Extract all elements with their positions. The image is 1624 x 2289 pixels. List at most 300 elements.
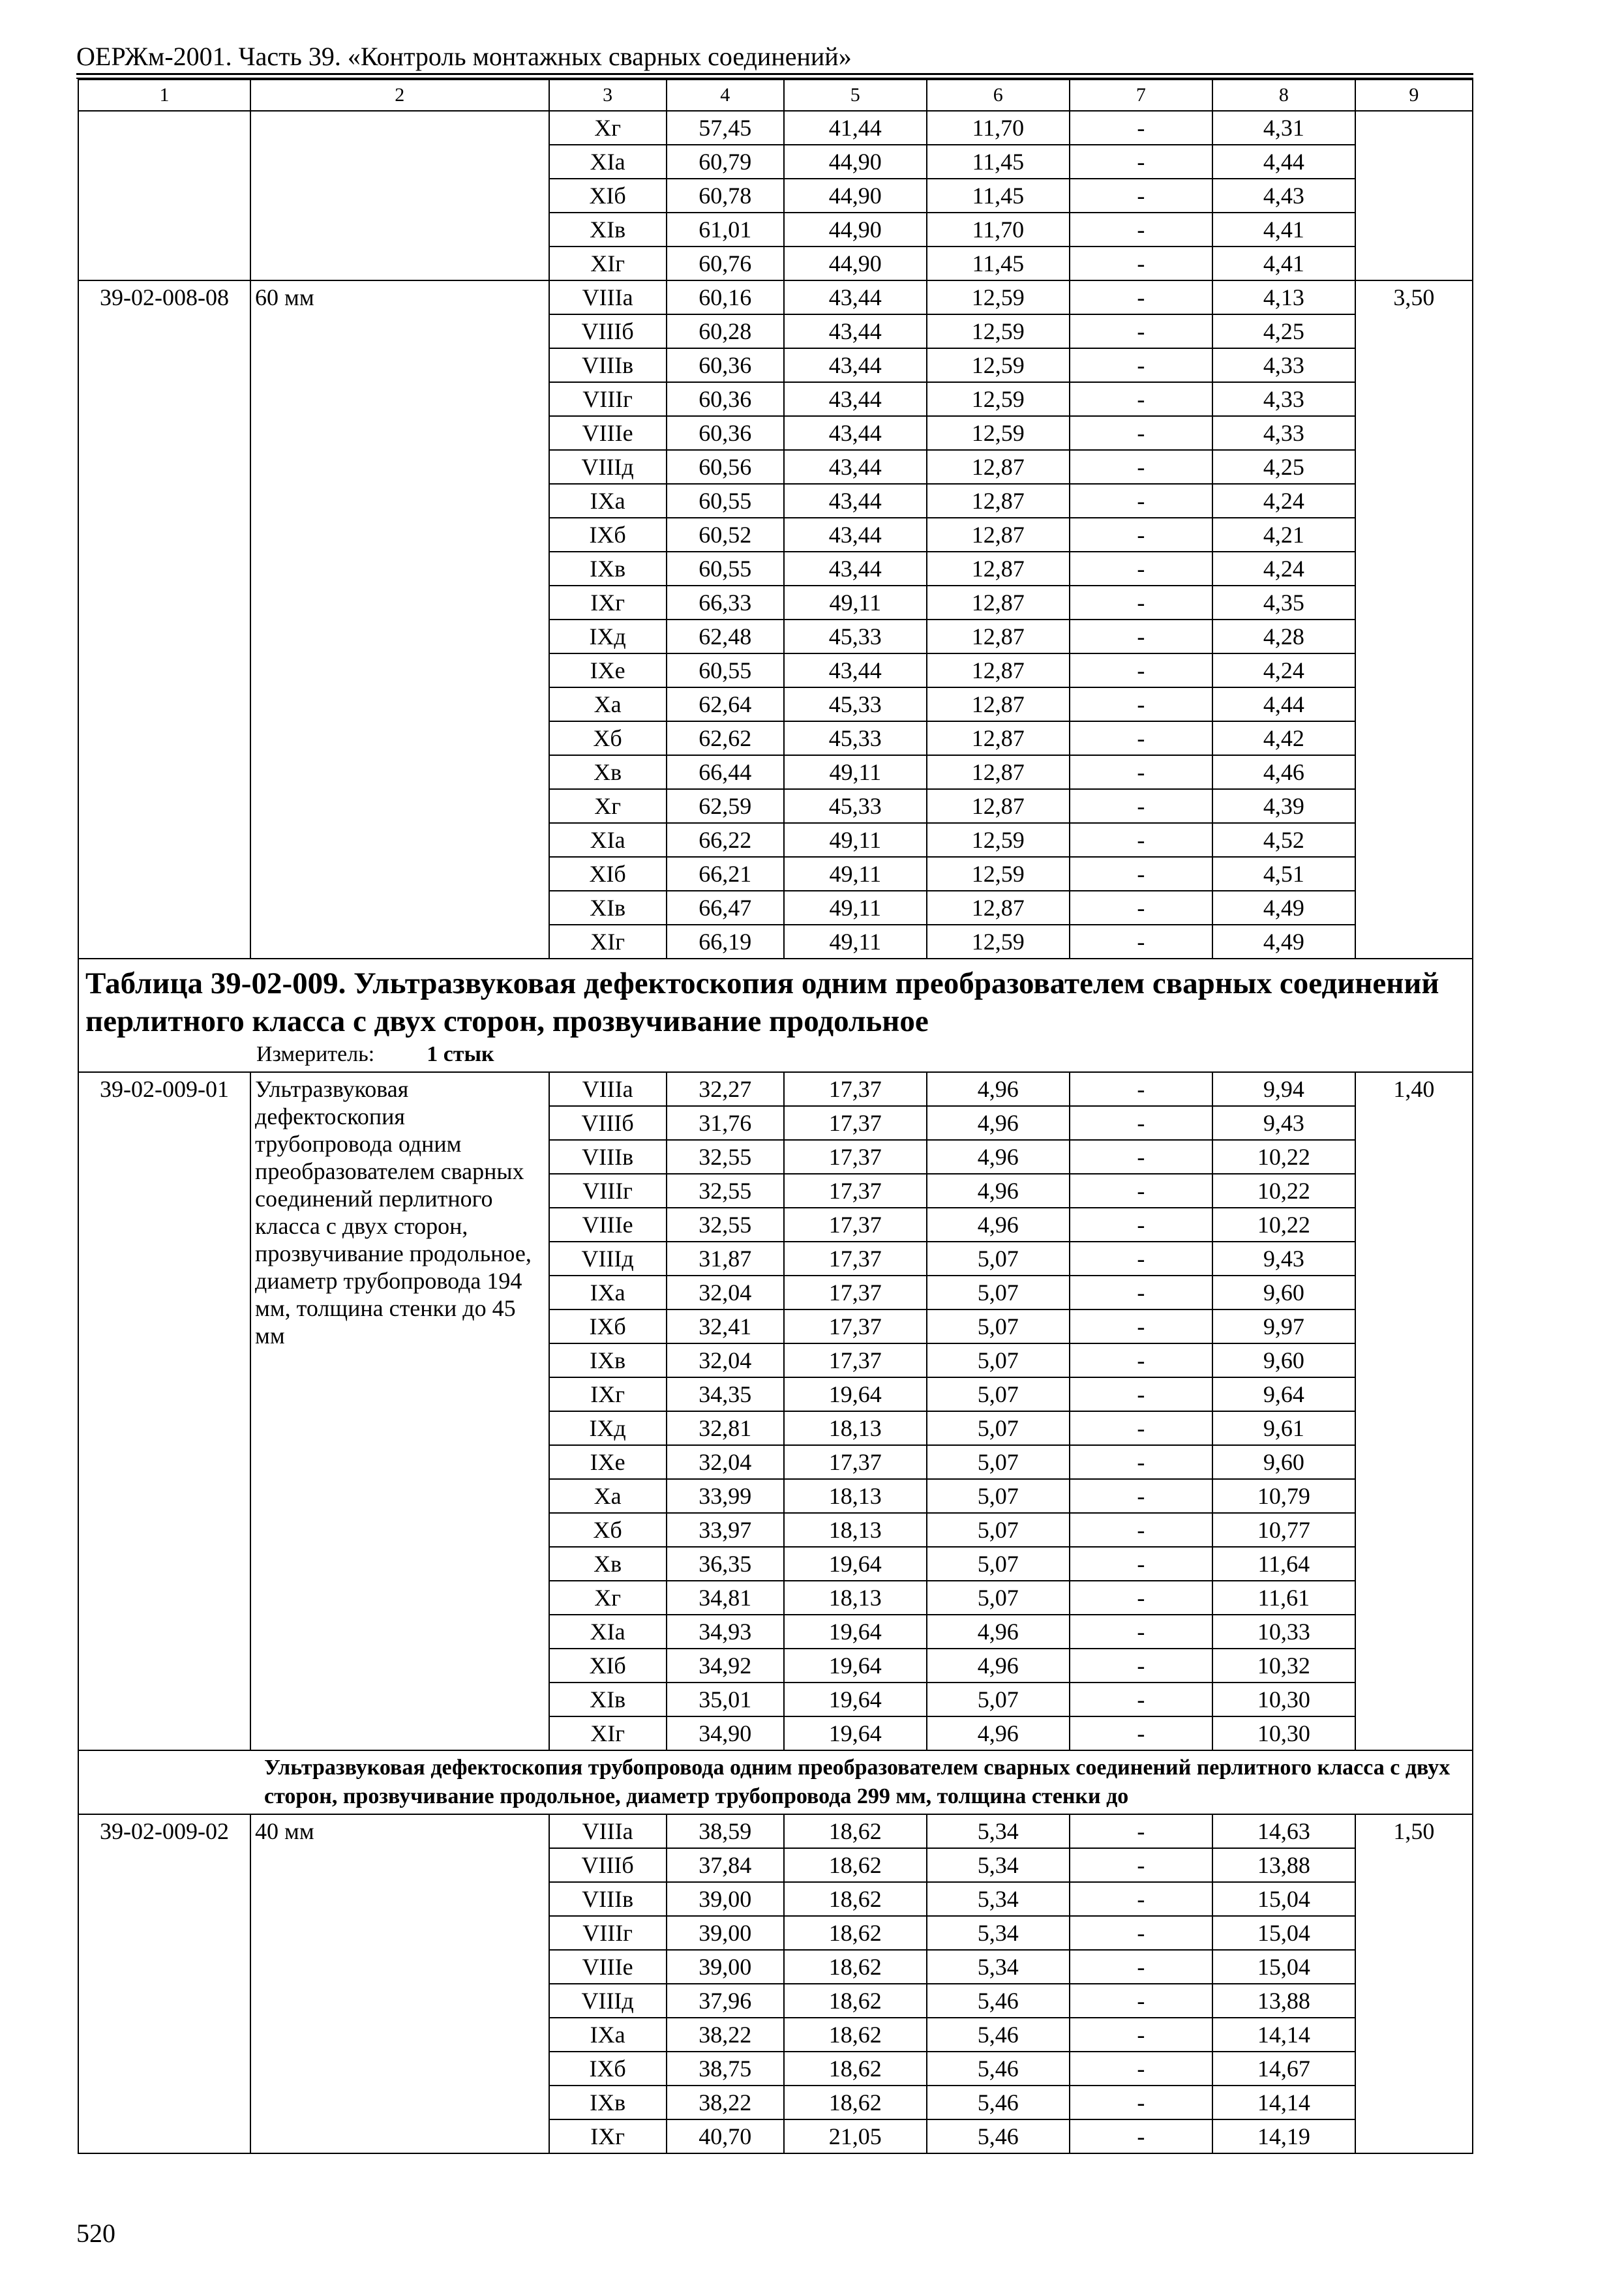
materials-cell: - xyxy=(1070,552,1212,586)
zone-cell: IXе xyxy=(549,653,667,687)
cost-cell: 62,64 xyxy=(667,687,784,721)
labor-cell: 43,44 xyxy=(784,552,927,586)
labor-cell: 43,44 xyxy=(784,518,927,552)
salary-cell: 4,21 xyxy=(1212,518,1355,552)
labor-cell: 17,37 xyxy=(784,1343,927,1377)
cost-cell: 32,81 xyxy=(667,1411,784,1445)
machine-cell: 11,45 xyxy=(927,179,1070,213)
machine-cell: 11,45 xyxy=(927,145,1070,179)
machine-cell: 12,59 xyxy=(927,382,1070,416)
header-rule xyxy=(76,73,1473,75)
machine-cell: 11,70 xyxy=(927,213,1070,247)
machine-cell: 4,96 xyxy=(927,1208,1070,1242)
zone-cell: XIв xyxy=(549,891,667,925)
machine-cell: 5,46 xyxy=(927,1984,1070,2018)
cost-cell: 60,28 xyxy=(667,314,784,348)
zone-cell: VIIIв xyxy=(549,1882,667,1916)
salary-cell: 4,39 xyxy=(1212,789,1355,823)
salary-cell: 4,49 xyxy=(1212,925,1355,959)
meter-row xyxy=(85,1040,1466,1071)
labor-cell: 17,37 xyxy=(784,1140,927,1174)
materials-cell: - xyxy=(1070,1581,1212,1615)
materials-cell: - xyxy=(1070,1916,1212,1950)
machine-cell: 4,96 xyxy=(927,1072,1070,1106)
cost-cell: 60,76 xyxy=(667,247,784,280)
salary-cell: 10,33 xyxy=(1212,1615,1355,1649)
zone-cell: XIа xyxy=(549,145,667,179)
salary-cell: 10,32 xyxy=(1212,1649,1355,1683)
cost-cell: 37,84 xyxy=(667,1848,784,1882)
materials-cell: - xyxy=(1070,1242,1212,1276)
machine-cell: 5,07 xyxy=(927,1683,1070,1716)
salary-cell: 9,94 xyxy=(1212,1072,1355,1106)
labor-cell: 17,37 xyxy=(784,1309,927,1343)
zone-cell: XIа xyxy=(549,1615,667,1649)
machine-cell: 12,87 xyxy=(927,586,1070,620)
rate-description: Ультразвуковая дефектоскопия трубопровода одним преобразователем сварных соединений перлитного класса с двух сторон, прозвучивание продольное, диаметр трубопровода 194 мм, толщина стенки до 45 мм xyxy=(250,1072,549,1750)
salary-cell: 14,14 xyxy=(1212,2018,1355,2052)
materials-cell: - xyxy=(1070,1716,1212,1750)
cost-cell: 34,35 xyxy=(667,1377,784,1411)
labor-cell: 44,90 xyxy=(784,213,927,247)
zone-cell: XIб xyxy=(549,1649,667,1683)
cost-cell: 40,70 xyxy=(667,2119,784,2153)
machine-cell: 12,87 xyxy=(927,721,1070,755)
machine-cell: 5,46 xyxy=(927,2052,1070,2086)
cost-cell: 39,00 xyxy=(667,1950,784,1984)
zone-cell: VIIIа xyxy=(549,280,667,314)
salary-cell: 4,33 xyxy=(1212,348,1355,382)
labor-cell: 49,11 xyxy=(784,925,927,959)
cost-cell: 32,55 xyxy=(667,1174,784,1208)
materials-cell: - xyxy=(1070,857,1212,891)
machine-cell: 5,34 xyxy=(927,1848,1070,1882)
labor-cell: 49,11 xyxy=(784,857,927,891)
page-header: ОЕРЖм-2001. Часть 39. «Контроль монтажных сварных соединений» xyxy=(76,42,852,71)
machine-cell: 5,07 xyxy=(927,1276,1070,1309)
materials-cell: - xyxy=(1070,1479,1212,1513)
salary-cell: 4,44 xyxy=(1212,687,1355,721)
machine-cell: 5,34 xyxy=(927,1916,1070,1950)
zone-cell: VIIIе xyxy=(549,416,667,450)
labor-cell: 17,37 xyxy=(784,1276,927,1309)
materials-cell: - xyxy=(1070,789,1212,823)
materials-cell: - xyxy=(1070,891,1212,925)
zone-cell: IXв xyxy=(549,552,667,586)
zone-cell: Xг xyxy=(549,111,667,145)
salary-cell: 4,46 xyxy=(1212,755,1355,789)
salary-cell: 15,04 xyxy=(1212,1882,1355,1916)
labor-cell: 18,62 xyxy=(784,1882,927,1916)
cost-cell: 31,76 xyxy=(667,1106,784,1140)
machine-cell: 5,46 xyxy=(927,2018,1070,2052)
machine-cell: 5,07 xyxy=(927,1242,1070,1276)
rate-description xyxy=(250,111,549,280)
labor-cell: 49,11 xyxy=(784,586,927,620)
salary-cell: 4,28 xyxy=(1212,620,1355,653)
machine-cell: 5,46 xyxy=(927,2119,1070,2153)
table-row xyxy=(78,1814,1473,1848)
labor-cell: 19,64 xyxy=(784,1649,927,1683)
column-number: 9 xyxy=(1355,80,1473,111)
zone-cell: IXд xyxy=(549,620,667,653)
subheading-cell xyxy=(78,1750,1473,1814)
materials-cell: - xyxy=(1070,1377,1212,1411)
labor-cell: 18,62 xyxy=(784,1950,927,1984)
labor-cell: 44,90 xyxy=(784,179,927,213)
salary-cell: 4,25 xyxy=(1212,314,1355,348)
zone-cell: XIа xyxy=(549,823,667,857)
materials-cell: - xyxy=(1070,1072,1212,1106)
cost-cell: 33,97 xyxy=(667,1513,784,1547)
machine-cell: 12,59 xyxy=(927,823,1070,857)
materials-cell: - xyxy=(1070,2086,1212,2119)
labor-cell: 19,64 xyxy=(784,1547,927,1581)
materials-cell: - xyxy=(1070,2052,1212,2086)
salary-cell: 14,14 xyxy=(1212,2086,1355,2119)
machine-cell: 4,96 xyxy=(927,1140,1070,1174)
table-row xyxy=(78,280,1473,314)
materials-cell: - xyxy=(1070,586,1212,620)
labor-cell: 17,37 xyxy=(784,1072,927,1106)
zone-cell: IXд xyxy=(549,1411,667,1445)
zone-cell: IXб xyxy=(549,2052,667,2086)
cost-cell: 60,55 xyxy=(667,484,784,518)
materials-cell: - xyxy=(1070,2018,1212,2052)
cost-cell: 57,45 xyxy=(667,111,784,145)
salary-cell: 10,22 xyxy=(1212,1208,1355,1242)
zone-cell: IXе xyxy=(549,1445,667,1479)
zone-cell: XIг xyxy=(549,925,667,959)
materials-cell: - xyxy=(1070,1547,1212,1581)
column-number: 4 xyxy=(667,80,784,111)
materials-cell: - xyxy=(1070,416,1212,450)
labor-cell: 43,44 xyxy=(784,484,927,518)
salary-cell: 9,60 xyxy=(1212,1445,1355,1479)
salary-cell: 11,61 xyxy=(1212,1581,1355,1615)
salary-cell: 9,97 xyxy=(1212,1309,1355,1343)
salary-cell: 10,30 xyxy=(1212,1683,1355,1716)
salary-cell: 13,88 xyxy=(1212,1984,1355,2018)
machine-cell: 5,07 xyxy=(927,1309,1070,1343)
salary-cell: 10,22 xyxy=(1212,1174,1355,1208)
labor-cell: 18,62 xyxy=(784,1814,927,1848)
table-title xyxy=(78,959,1473,1072)
salary-cell: 14,63 xyxy=(1212,1814,1355,1848)
materials-cell: - xyxy=(1070,111,1212,145)
zone-cell: Xг xyxy=(549,789,667,823)
materials-cell: - xyxy=(1070,1208,1212,1242)
labor-cell: 19,64 xyxy=(784,1377,927,1411)
labor-cell: 18,62 xyxy=(784,1984,927,2018)
labor-cell: 18,62 xyxy=(784,2086,927,2119)
labor-hours xyxy=(1355,111,1473,280)
machine-cell: 12,87 xyxy=(927,653,1070,687)
table-title-row xyxy=(78,959,1473,1072)
zone-cell: VIIIа xyxy=(549,1072,667,1106)
machine-cell: 4,96 xyxy=(927,1716,1070,1750)
zone-cell: Xг xyxy=(549,1581,667,1615)
zone-cell: VIIIг xyxy=(549,1174,667,1208)
labor-cell: 43,44 xyxy=(784,653,927,687)
materials-cell: - xyxy=(1070,518,1212,552)
materials-cell: - xyxy=(1070,1309,1212,1343)
cost-cell: 35,01 xyxy=(667,1683,784,1716)
materials-cell: - xyxy=(1070,755,1212,789)
labor-cell: 41,44 xyxy=(784,111,927,145)
zone-cell: VIIIб xyxy=(549,1106,667,1140)
machine-cell: 12,87 xyxy=(927,620,1070,653)
zone-cell: IXг xyxy=(549,1377,667,1411)
salary-cell: 4,41 xyxy=(1212,247,1355,280)
labor-cell: 19,64 xyxy=(784,1683,927,1716)
materials-cell: - xyxy=(1070,1276,1212,1309)
labor-cell: 18,62 xyxy=(784,1848,927,1882)
salary-cell: 9,61 xyxy=(1212,1411,1355,1445)
rate-description: 60 мм xyxy=(250,280,549,959)
cost-cell: 60,55 xyxy=(667,653,784,687)
materials-cell: - xyxy=(1070,213,1212,247)
machine-cell: 12,59 xyxy=(927,314,1070,348)
labor-hours: 1,40 xyxy=(1355,1072,1473,1750)
labor-cell: 18,13 xyxy=(784,1411,927,1445)
materials-cell: - xyxy=(1070,1882,1212,1916)
zone-cell: IXа xyxy=(549,1276,667,1309)
price-table xyxy=(78,79,1473,2154)
salary-cell: 11,64 xyxy=(1212,1547,1355,1581)
labor-cell: 18,62 xyxy=(784,1916,927,1950)
column-number: 8 xyxy=(1212,80,1355,111)
cost-cell: 66,22 xyxy=(667,823,784,857)
materials-cell: - xyxy=(1070,1814,1212,1848)
salary-cell: 9,60 xyxy=(1212,1276,1355,1309)
cost-cell: 34,90 xyxy=(667,1716,784,1750)
materials-cell: - xyxy=(1070,1106,1212,1140)
labor-cell: 49,11 xyxy=(784,823,927,857)
materials-cell: - xyxy=(1070,925,1212,959)
machine-cell: 5,34 xyxy=(927,1950,1070,1984)
zone-cell: IXв xyxy=(549,2086,667,2119)
machine-cell: 4,96 xyxy=(927,1615,1070,1649)
machine-cell: 4,96 xyxy=(927,1106,1070,1140)
materials-cell: - xyxy=(1070,1174,1212,1208)
salary-cell: 9,43 xyxy=(1212,1106,1355,1140)
zone-cell: VIIIд xyxy=(549,450,667,484)
machine-cell: 12,59 xyxy=(927,280,1070,314)
labor-cell: 21,05 xyxy=(784,2119,927,2153)
table-title-text: Таблица 39-02-009. Ультразвуковая дефектоскопия одним преобразователем сварных соединений перлитного класса с двух сторон, прозвучивание продольное xyxy=(85,966,1439,1038)
cost-cell: 34,92 xyxy=(667,1649,784,1683)
cost-cell: 60,36 xyxy=(667,348,784,382)
rate-code: 39-02-009-02 xyxy=(78,1814,250,2153)
materials-cell: - xyxy=(1070,1848,1212,1882)
labor-cell: 18,13 xyxy=(784,1513,927,1547)
cost-cell: 62,62 xyxy=(667,721,784,755)
cost-cell: 60,56 xyxy=(667,450,784,484)
machine-cell: 4,96 xyxy=(927,1174,1070,1208)
materials-cell: - xyxy=(1070,1445,1212,1479)
labor-cell: 43,44 xyxy=(784,416,927,450)
zone-cell: XIв xyxy=(549,213,667,247)
labor-cell: 43,44 xyxy=(784,450,927,484)
labor-cell: 45,33 xyxy=(784,687,927,721)
salary-cell: 10,30 xyxy=(1212,1716,1355,1750)
zone-cell: IXб xyxy=(549,518,667,552)
labor-cell: 19,64 xyxy=(784,1615,927,1649)
rate-code: 39-02-009-01 xyxy=(78,1072,250,1750)
materials-cell: - xyxy=(1070,687,1212,721)
salary-cell: 4,25 xyxy=(1212,450,1355,484)
labor-cell: 17,37 xyxy=(784,1174,927,1208)
labor-cell: 43,44 xyxy=(784,314,927,348)
labor-cell: 17,37 xyxy=(784,1208,927,1242)
salary-cell: 4,52 xyxy=(1212,823,1355,857)
labor-cell: 17,37 xyxy=(784,1242,927,1276)
zone-cell: VIIIа xyxy=(549,1814,667,1848)
cost-cell: 60,16 xyxy=(667,280,784,314)
materials-cell: - xyxy=(1070,348,1212,382)
page-number: 520 xyxy=(76,2219,115,2248)
salary-cell: 4,44 xyxy=(1212,145,1355,179)
zone-cell: VIIIе xyxy=(549,1208,667,1242)
materials-cell: - xyxy=(1070,2119,1212,2153)
salary-cell: 4,24 xyxy=(1212,653,1355,687)
cost-cell: 34,93 xyxy=(667,1615,784,1649)
cost-cell: 60,79 xyxy=(667,145,784,179)
cost-cell: 38,22 xyxy=(667,2086,784,2119)
salary-cell: 4,24 xyxy=(1212,552,1355,586)
salary-cell: 10,77 xyxy=(1212,1513,1355,1547)
machine-cell: 12,87 xyxy=(927,891,1070,925)
zone-cell: Xа xyxy=(549,687,667,721)
machine-cell: 4,96 xyxy=(927,1649,1070,1683)
salary-cell: 15,04 xyxy=(1212,1916,1355,1950)
labor-cell: 17,37 xyxy=(784,1106,927,1140)
cost-cell: 66,33 xyxy=(667,586,784,620)
materials-cell: - xyxy=(1070,1513,1212,1547)
zone-cell: XIв xyxy=(549,1683,667,1716)
meter-unit: 1 стык xyxy=(427,1042,494,1066)
materials-cell: - xyxy=(1070,1343,1212,1377)
column-number-row xyxy=(78,80,1473,111)
labor-cell: 43,44 xyxy=(784,382,927,416)
cost-cell: 38,22 xyxy=(667,2018,784,2052)
cost-cell: 33,99 xyxy=(667,1479,784,1513)
cost-cell: 39,00 xyxy=(667,1916,784,1950)
salary-cell: 4,33 xyxy=(1212,382,1355,416)
zone-cell: VIIIв xyxy=(549,348,667,382)
subheading-text: Ультразвуковая дефектоскопия трубопровода одним преобразователем сварных соединений перлитного класса с двух сторон, прозвучивание продольное, диаметр трубопровода 299 мм, толщина стенки до xyxy=(264,1756,1451,1808)
cost-cell: 32,55 xyxy=(667,1140,784,1174)
labor-cell: 44,90 xyxy=(784,247,927,280)
materials-cell: - xyxy=(1070,450,1212,484)
column-number: 6 xyxy=(927,80,1070,111)
zone-cell: Xа xyxy=(549,1479,667,1513)
materials-cell: - xyxy=(1070,280,1212,314)
machine-cell: 12,59 xyxy=(927,925,1070,959)
salary-cell: 9,43 xyxy=(1212,1242,1355,1276)
zone-cell: XIг xyxy=(549,1716,667,1750)
machine-cell: 5,07 xyxy=(927,1547,1070,1581)
labor-cell: 45,33 xyxy=(784,789,927,823)
zone-cell: VIIIб xyxy=(549,1848,667,1882)
zone-cell: Xв xyxy=(549,755,667,789)
zone-cell: VIIIв xyxy=(549,1140,667,1174)
cost-cell: 31,87 xyxy=(667,1242,784,1276)
labor-cell: 49,11 xyxy=(784,891,927,925)
salary-cell: 4,43 xyxy=(1212,179,1355,213)
salary-cell: 4,42 xyxy=(1212,721,1355,755)
salary-cell: 10,22 xyxy=(1212,1140,1355,1174)
cost-cell: 66,21 xyxy=(667,857,784,891)
salary-cell: 10,79 xyxy=(1212,1479,1355,1513)
cost-cell: 66,19 xyxy=(667,925,784,959)
machine-cell: 12,59 xyxy=(927,348,1070,382)
zone-cell: IXг xyxy=(549,586,667,620)
salary-cell: 4,31 xyxy=(1212,111,1355,145)
materials-cell: - xyxy=(1070,484,1212,518)
cost-cell: 36,35 xyxy=(667,1547,784,1581)
labor-cell: 18,13 xyxy=(784,1479,927,1513)
labor-cell: 18,62 xyxy=(784,2018,927,2052)
salary-cell: 14,67 xyxy=(1212,2052,1355,2086)
cost-cell: 60,52 xyxy=(667,518,784,552)
zone-cell: VIIIд xyxy=(549,1984,667,2018)
cost-cell: 60,36 xyxy=(667,416,784,450)
labor-cell: 45,33 xyxy=(784,620,927,653)
materials-cell: - xyxy=(1070,179,1212,213)
cost-cell: 32,41 xyxy=(667,1309,784,1343)
machine-cell: 5,07 xyxy=(927,1377,1070,1411)
cost-cell: 39,00 xyxy=(667,1882,784,1916)
labor-cell: 44,90 xyxy=(784,145,927,179)
zone-cell: VIIIд xyxy=(549,1242,667,1276)
machine-cell: 5,46 xyxy=(927,2086,1070,2119)
labor-hours: 3,50 xyxy=(1355,280,1473,959)
machine-cell: 12,87 xyxy=(927,687,1070,721)
zone-cell: IXа xyxy=(549,484,667,518)
zone-cell: IXв xyxy=(549,1343,667,1377)
materials-cell: - xyxy=(1070,1140,1212,1174)
cost-cell: 62,48 xyxy=(667,620,784,653)
cost-cell: 32,04 xyxy=(667,1445,784,1479)
column-number: 7 xyxy=(1070,80,1212,111)
materials-cell: - xyxy=(1070,247,1212,280)
zone-cell: Xб xyxy=(549,721,667,755)
zone-cell: Xб xyxy=(549,1513,667,1547)
zone-cell: VIIIг xyxy=(549,382,667,416)
materials-cell: - xyxy=(1070,620,1212,653)
cost-cell: 32,04 xyxy=(667,1276,784,1309)
materials-cell: - xyxy=(1070,382,1212,416)
labor-cell: 43,44 xyxy=(784,348,927,382)
zone-cell: XIб xyxy=(549,857,667,891)
cost-cell: 38,75 xyxy=(667,2052,784,2086)
cost-cell: 32,04 xyxy=(667,1343,784,1377)
machine-cell: 5,34 xyxy=(927,1882,1070,1916)
zone-cell: XIг xyxy=(549,247,667,280)
machine-cell: 5,34 xyxy=(927,1814,1070,1848)
column-number: 3 xyxy=(549,80,667,111)
labor-cell: 18,13 xyxy=(784,1581,927,1615)
machine-cell: 5,07 xyxy=(927,1445,1070,1479)
materials-cell: - xyxy=(1070,1615,1212,1649)
cost-cell: 32,27 xyxy=(667,1072,784,1106)
machine-cell: 12,87 xyxy=(927,450,1070,484)
zone-cell: IXа xyxy=(549,2018,667,2052)
rate-code: 39-02-008-08 xyxy=(78,280,250,959)
materials-cell: - xyxy=(1070,721,1212,755)
